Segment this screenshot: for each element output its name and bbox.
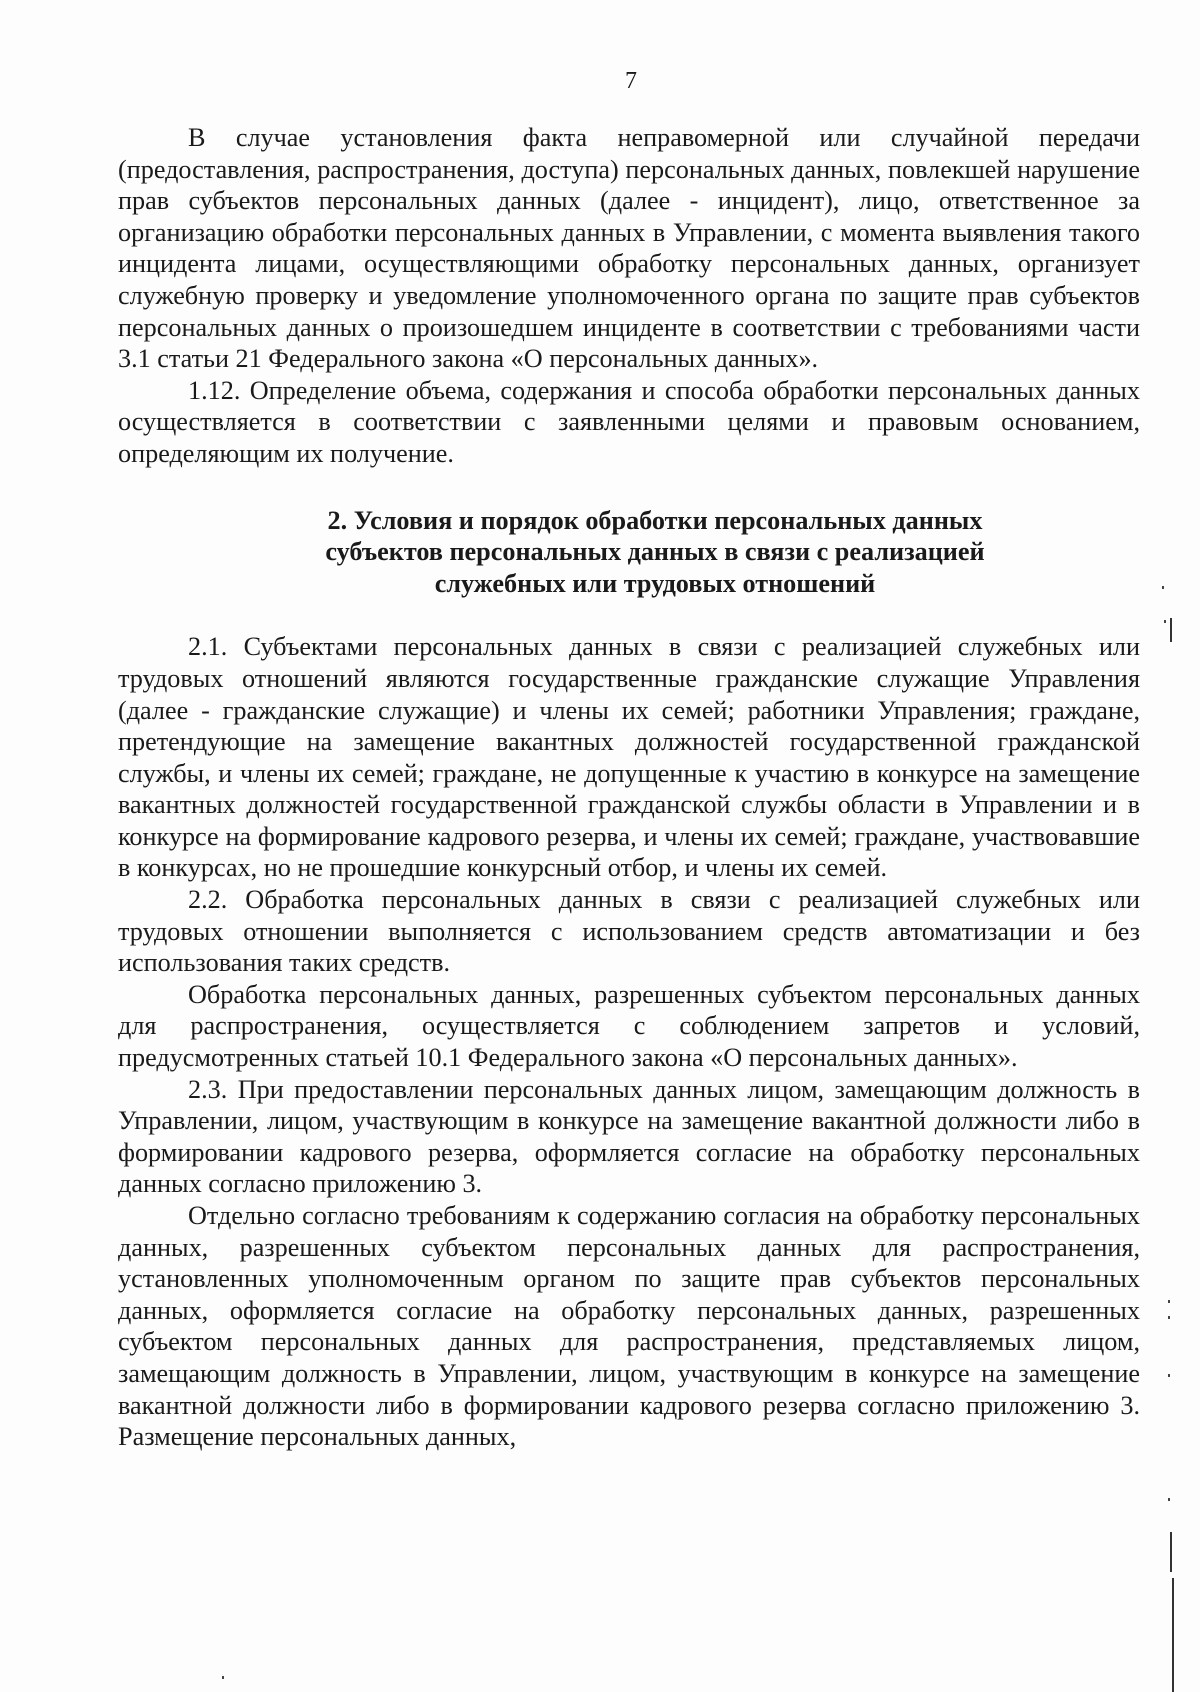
scan-artifact [1170,1532,1172,1572]
spacer [118,599,1140,631]
section-2-title-line-2: субъектов персональных данных в связи с реализацией [325,537,985,567]
scan-artifact [1162,586,1164,589]
paragraph-incident: В случае установления факта неправомерной или случайной передачи (предоставления, распространения, доступа) персональных данных, повлекшей нарушение прав субъектов персональных данных (далее - инцидент), лицо, ответственное за организацию обработки персональных данных в Управлении, с момента выявления такого инцидента лицами, осуществляющими обработку персональных данных, организует служебную проверку и уведомление уполномоченного органа по защите прав субъектов персональных данных о произошедшем инциденте в соответствии с требованиями части 3.1 статьи 21 Федерального закона «О персональных данных». [118,123,1140,374]
section-2-title-line-1: 2. Условия и порядок обработки персональных данных [327,505,983,535]
paragraph-2-2: 2.2. Обработка персональных данных в связи с реализацией служебных или трудовых отношении выполняется с использованием средств автоматизации и без использования таких средств. [118,885,1140,978]
paragraph-2-3: 2.3. При предоставлении персональных данных лицом, замещающим должность в Управлении, лицом, участвующим в конкурсе на замещение вакантной должности либо в формировании кадрового резерва, оформляется согласие на обработку персональных данных согласно приложению 3. [118,1074,1140,1199]
section-2-heading [118,505,1140,600]
paragraph-separate-consent: Отдельно согласно требованиям к содержанию согласия на обработку персональных данных, разрешенных субъектом персональных данных для распространения, установленных уполномоченным органом по защите прав субъектов персональных данных, оформляется согласие на обработку персональных данных, разрешенных субъектом персональных данных для распространения, представляемых лицом, замещающим должность в Управлении, лицом, участвующим в конкурсе на замещение вакантной должности либо в формировании кадрового резерва согласно приложению 3. Размещение персональных данных, [118,1201,1140,1452]
paragraph-1-12: 1.12. Определение объема, содержания и способа обработки персональных данных осуществляется в соответствии с заявленными целями и правовым основанием, определяющим их получение. [118,375,1140,468]
scan-artifact [1172,1578,1174,1692]
page-body [118,122,1140,1453]
scan-artifact [1164,620,1166,623]
scan-artifact [1168,1316,1170,1319]
paragraph-distribution-consent: Обработка персональных данных, разрешенных субъектом персональных данных для распространения, осуществляется с соблюдением запретов и условий, предусмотренных статьей 10.1 Федерального закона «О персональных данных». [118,979,1140,1073]
scan-artifact [1168,1374,1170,1377]
scan-artifact [1168,1300,1170,1303]
scan-artifact [1168,1498,1170,1501]
page-number: 7 [625,68,637,94]
section-2-title-line-3: служебных или трудовых отношений [434,568,876,598]
paragraph-2-1: 2.1. Субъектами персональных данных в связи с реализацией служебных или трудовых отношений являются государственные гражданские служащие Управления (далее - гражданские служащие) и члены их семей; работники Управления; граждане, претендующие на замещение вакантных должностей государственной гражданской службы, и члены их семей; граждане, не допущенные к участию в конкурсе на замещение вакантных должностей государственной гражданской службы области в Управлении и в конкурсе на формирование кадрового резерва, и члены их семей; граждане, участвовавшие в конкурсах, но не прошедшие конкурсный отбор, и члены их семей. [118,632,1140,883]
scan-artifact [1170,618,1172,642]
scan-artifact [222,1676,224,1679]
spacer [118,470,1140,505]
